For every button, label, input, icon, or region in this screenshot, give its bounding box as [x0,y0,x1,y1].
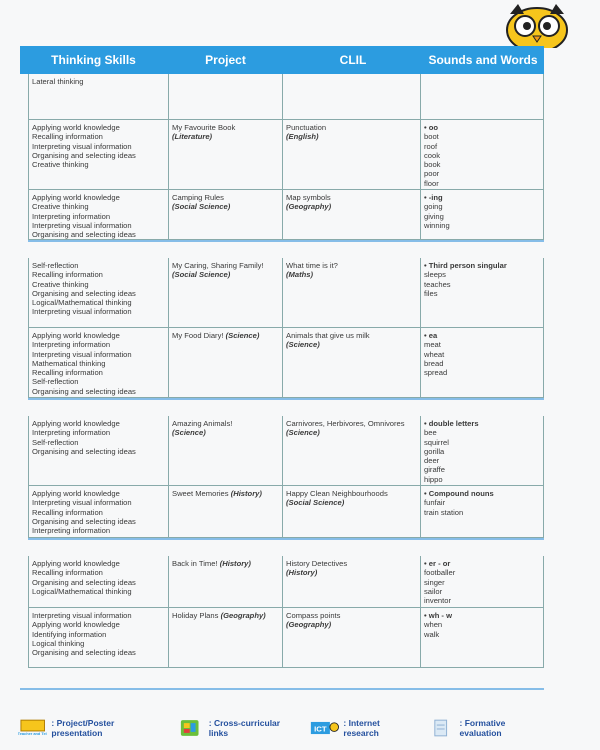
sound-title: • ea [424,331,437,340]
sounds-cell [420,556,544,608]
project-subject: (Social Science) [172,270,231,280]
skills-cell: Applying world knowledge Interpreting information Self-reflection Organising and selecting ideas [28,416,168,486]
sound-title: • wh - w [424,611,452,620]
sound-words: sleeps teaches files [424,270,451,298]
table-row [28,608,544,668]
curriculum-table [28,74,544,668]
clil-subject: (Science) [286,340,320,350]
skills-cell: Applying world knowledge Interpreting visual information Recalling information Organising and selecting ideas Interpreting information [28,486,168,538]
clil-cell [282,556,420,608]
project-cell [168,190,282,240]
project-subject: (Social Science) [172,202,231,212]
table-row [28,258,544,328]
sound-title: • Compound nouns [424,489,494,498]
notepad-icon [426,718,455,738]
project-subject: (History) [230,489,262,498]
clil-cell [282,120,420,190]
sounds-cell [420,190,544,240]
project-subject: (Science) [225,331,260,340]
sounds-cell [420,486,544,538]
project-title: Back in Time! [172,559,218,568]
project-subject: (Geography) [220,611,266,620]
project-title: Holiday Plans [172,611,219,620]
project-subject: (History) [219,559,251,568]
legend-label: : Internet research [343,718,380,738]
clil-subject: (Social Science) [286,498,345,508]
skills-cell: Applying world knowledge Recalling information Organising and selecting ideas Logical/Mathematical thinking [28,556,168,608]
clil-subject: (Geography) [286,202,332,212]
legend [18,714,548,742]
clil-cell [282,416,420,486]
section-separator [28,240,544,258]
table-row [28,120,544,190]
project-cell [168,74,282,120]
project-title: My Food Diary! [172,331,224,340]
project-cell [168,486,282,538]
clil-subject: (Science) [286,428,320,438]
header-clil: CLIL [339,53,367,67]
project-cell [168,120,282,190]
table-row [28,556,544,608]
sounds-cell [420,258,544,328]
section-separator [28,398,544,416]
section-separator [28,538,544,556]
table-row [28,328,544,398]
sound-words: going giving winning [424,202,450,230]
table-row [28,416,544,486]
sound-title: • -ing [424,193,443,202]
sound-words: footballer singer sailor inventor [424,568,456,606]
legend-label: : Project/Poster presentation [51,718,115,738]
legend-cross-curricular [175,718,300,738]
clil-subject: (English) [286,132,319,142]
header-sounds-words: Sounds and Words [428,53,538,67]
project-subject: (Science) [172,428,206,438]
sounds-cell [420,608,544,668]
sounds-cell [420,120,544,190]
clil-subject: (Geography) [286,620,332,630]
skills-cell: Applying world knowledge Creative thinking Interpreting information Interpreting visual information Organising and selecting ideas [28,190,168,240]
clil-subject: (Maths) [286,270,313,280]
sounds-cell [420,328,544,398]
clil-title: History Detectives [286,559,348,568]
owl-mascot-icon [502,0,572,48]
skills-cell: Applying world knowledge Recalling information Interpreting visual information Organising and selecting ideas Creative thinking [28,120,168,190]
project-title: My Caring, Sharing Family! [172,261,264,270]
skills-cell: Interpreting visual information Applying world knowledge Identifying information Logical thinking Organising and selecting ideas [28,608,168,668]
project-title: Amazing Animals! [172,419,233,428]
sounds-cell [420,416,544,486]
legend-internet-research [310,718,416,738]
legend-label: : Formative evaluation [459,718,506,738]
sound-title: • Third person singular [424,261,507,270]
skills-cell: Self-reflection Recalling information Creative thinking Organising and selecting ideas Logical/Mathematical thinking Interpreting visual information [28,258,168,328]
legend-formative-evaluation [426,718,548,738]
clil-title: Map symbols [286,193,331,202]
project-cell [168,608,282,668]
sounds-cell [420,74,544,120]
sound-words: bee squirrel gorilla deer giraffe hippo [424,428,449,484]
clil-title: Animals that give us milk [286,331,370,340]
clil-subject: (History) [286,568,318,578]
clil-title: Compass points [286,611,341,620]
clil-title: Happy Clean Neighbourhoods [286,489,388,498]
sound-title: • double letters [424,419,479,428]
table-row [28,74,544,120]
project-title: Camping Rules [172,193,224,202]
header-project: Project [205,53,246,67]
clil-title: Punctuation [286,123,327,132]
project-cell [168,328,282,398]
legend-label: : Cross-curricular links [208,718,281,738]
clil-title: Carnivores, Herbivores, Omnivores [286,419,405,428]
clil-cell [282,486,420,538]
sound-title: • oo [424,123,438,132]
legend-project-presentation [18,718,165,738]
bottom-divider [20,688,544,690]
skills-cell: Applying world knowledge Interpreting information Interpreting visual information Mathematical thinking Recalling information Self-reflection Organising and selecting ideas [28,328,168,398]
sound-words: when walk [424,620,443,639]
project-cell [168,416,282,486]
clil-title: What time is it? [286,261,338,270]
project-subject: (Literature) [172,132,213,142]
presentation-board-icon [18,718,47,738]
ict-icon [310,718,339,738]
sound-title: • er - or [424,559,450,568]
table-row [28,486,544,538]
clil-cell [282,190,420,240]
project-title: Sweet Memories [172,489,229,498]
sound-words: meat wheat bread spread [424,340,448,378]
project-cell [168,556,282,608]
clil-cell [282,74,420,120]
sound-words: funfair train station [424,498,464,517]
project-cell [168,258,282,328]
skills-cell: Lateral thinking [28,74,168,120]
table-header [20,46,544,74]
sound-words: boot roof cook book poor floor [424,132,441,188]
clil-cell [282,608,420,668]
icon-label: Teacher and Tell [18,730,48,736]
project-title: My Favourite Book [172,123,236,132]
table-row [28,190,544,240]
header-thinking-skills: Thinking Skills [51,53,136,67]
cross-curricular-icon [175,718,204,738]
icon-label: ICT [314,724,327,734]
clil-cell [282,328,420,398]
clil-cell [282,258,420,328]
